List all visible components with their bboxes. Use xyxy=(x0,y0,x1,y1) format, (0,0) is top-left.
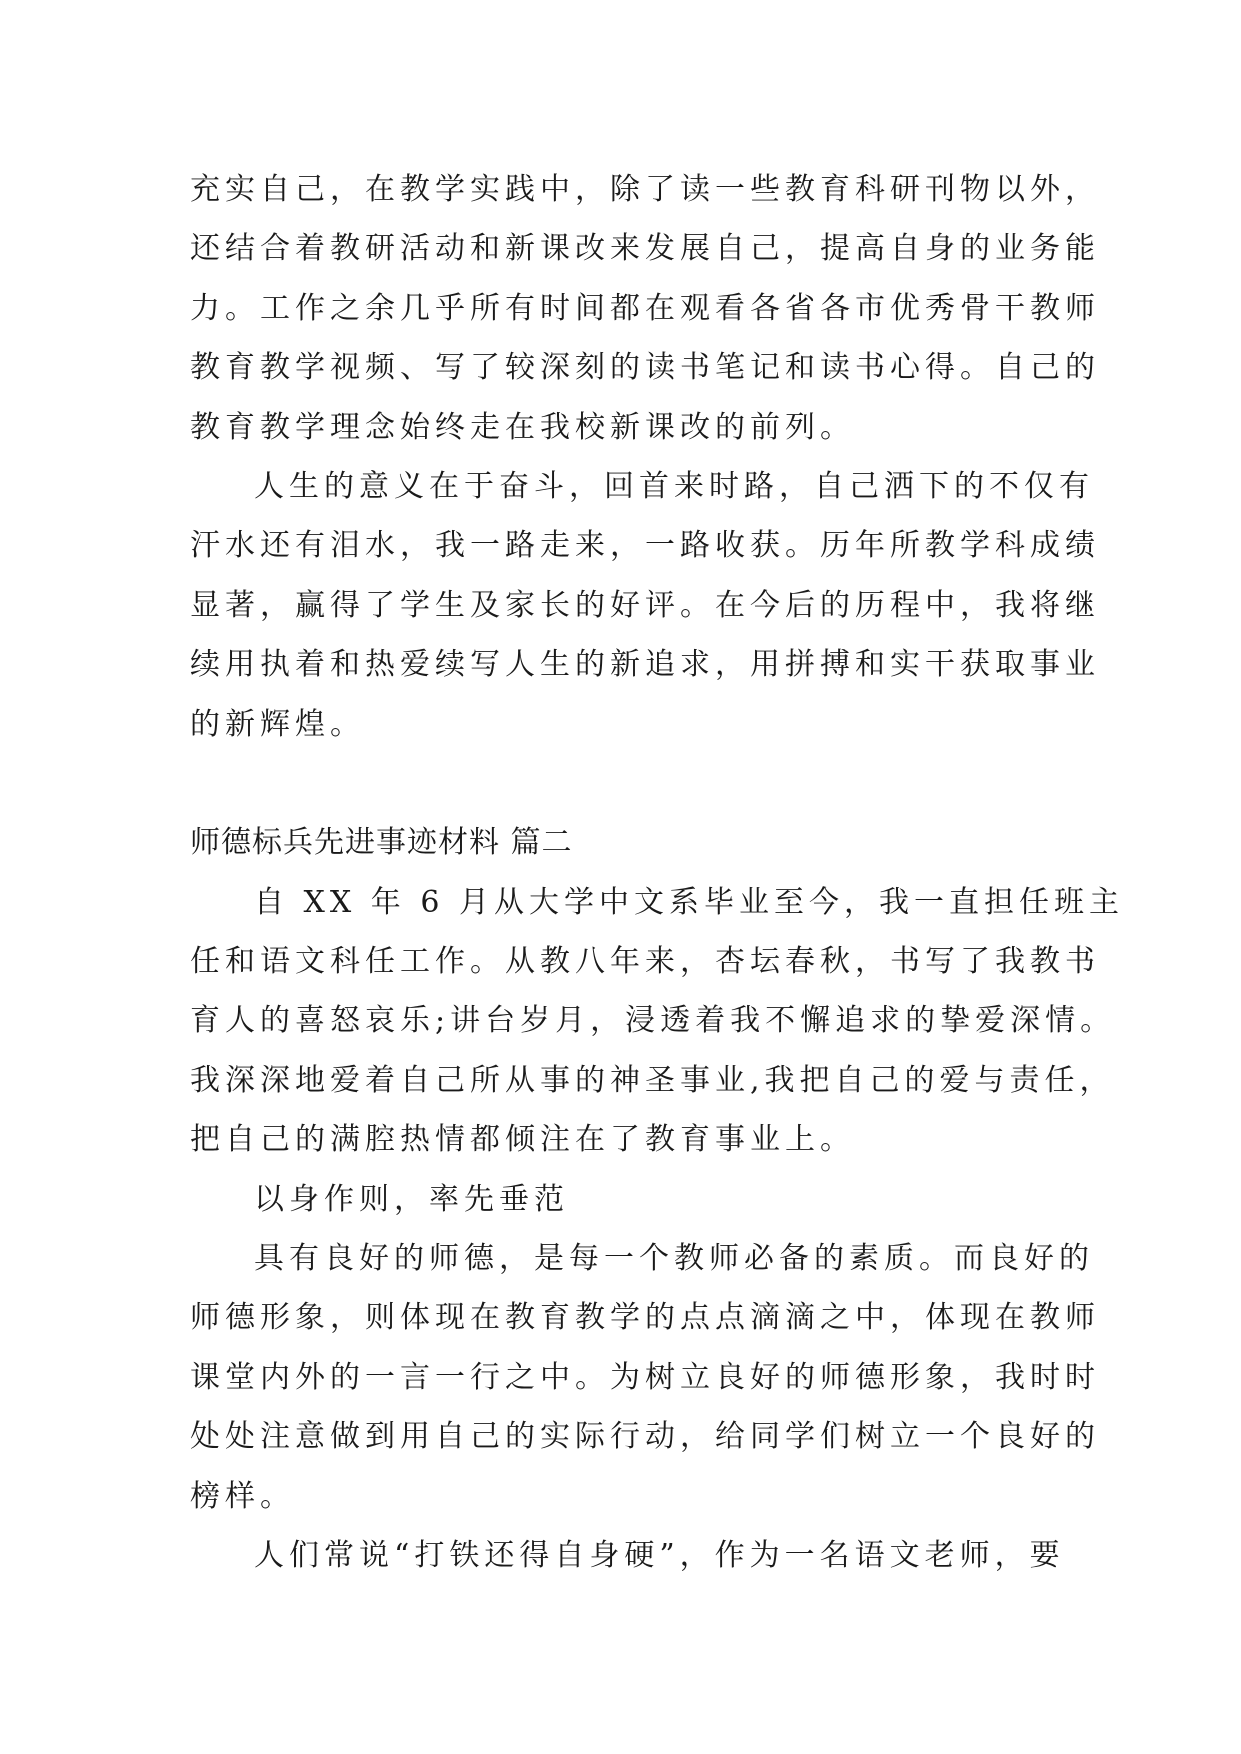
paragraph xyxy=(190,1229,1100,1526)
text-line: 育人的喜怒哀乐;讲台岁月，浸透着我不懈追求的挚爱深情。 xyxy=(190,1003,1116,1039)
text-line: 课堂内外的一言一行之中。为树立良好的师德形象，我时时 xyxy=(190,1359,1100,1395)
paragraph xyxy=(190,1170,1070,1229)
text-line: 教育教学视频、写了较深刻的读书笔记和读书心得。自己的 xyxy=(190,350,1100,386)
text-line: 力。工作之余几乎所有时间都在观看各省各市优秀骨干教师 xyxy=(190,290,1100,326)
text-line: 充实自己，在教学实践中，除了读一些教育科研刊物以外， xyxy=(190,172,1100,207)
section-heading: 师德标兵先进事迹材料 篇二 xyxy=(190,825,573,861)
text-line: 教育教学理念始终走在我校新课改的前列。 xyxy=(190,409,855,445)
text-line: 汗水还有泪水，我一路走来，一路收获。历年所教学科成绩 xyxy=(190,528,1100,564)
subheading: 以身作则，率先垂范 xyxy=(254,1181,569,1217)
blank-line xyxy=(190,754,1070,813)
paragraph xyxy=(190,457,1100,754)
text-line: 还结合着教研活动和新课改来发展自己，提高自身的业务能 xyxy=(190,231,1100,267)
text-line: 师德形象，则体现在教育教学的点点滴滴之中，体现在教师 xyxy=(190,1300,1100,1336)
text-line: 人生的意义在于奋斗，回首来时路，自己洒下的不仅有 xyxy=(254,468,1094,504)
paragraph xyxy=(190,873,1124,1170)
document-body xyxy=(190,160,1124,1585)
text-line: 我深深地爱着自己所从事的神圣事业,我把自己的爱与责任， xyxy=(190,1062,1115,1098)
text-line: 自 XX 年 6 月从大学中文系毕业至今，我一直担任班主 xyxy=(254,884,1124,920)
text-line: 人们常说“打铁还得自身硬”，作为一名语文老师，要 xyxy=(254,1537,1065,1573)
text-line: 把自己的满腔热情都倾注在了教育事业上。 xyxy=(190,1122,855,1158)
text-line: 榜样。 xyxy=(190,1478,295,1514)
text-line: 处处注意做到用自己的实际行动，给同学们树立一个良好的 xyxy=(190,1419,1100,1455)
text-line: 的新辉煌。 xyxy=(190,706,365,742)
text-line: 续用执着和热爱续写人生的新追求，用拼搏和实干获取事业 xyxy=(190,647,1100,683)
paragraph xyxy=(190,160,1100,457)
text-line: 显著，赢得了学生及家长的好评。在今后的历程中，我将继 xyxy=(190,587,1100,623)
text-line: 具有良好的师德，是每一个教师必备的素质。而良好的 xyxy=(254,1241,1094,1277)
paragraph xyxy=(190,1526,1070,1585)
text-line: 任和语文科任工作。从教八年来，杏坛春秋，书写了我教书 xyxy=(190,944,1100,980)
